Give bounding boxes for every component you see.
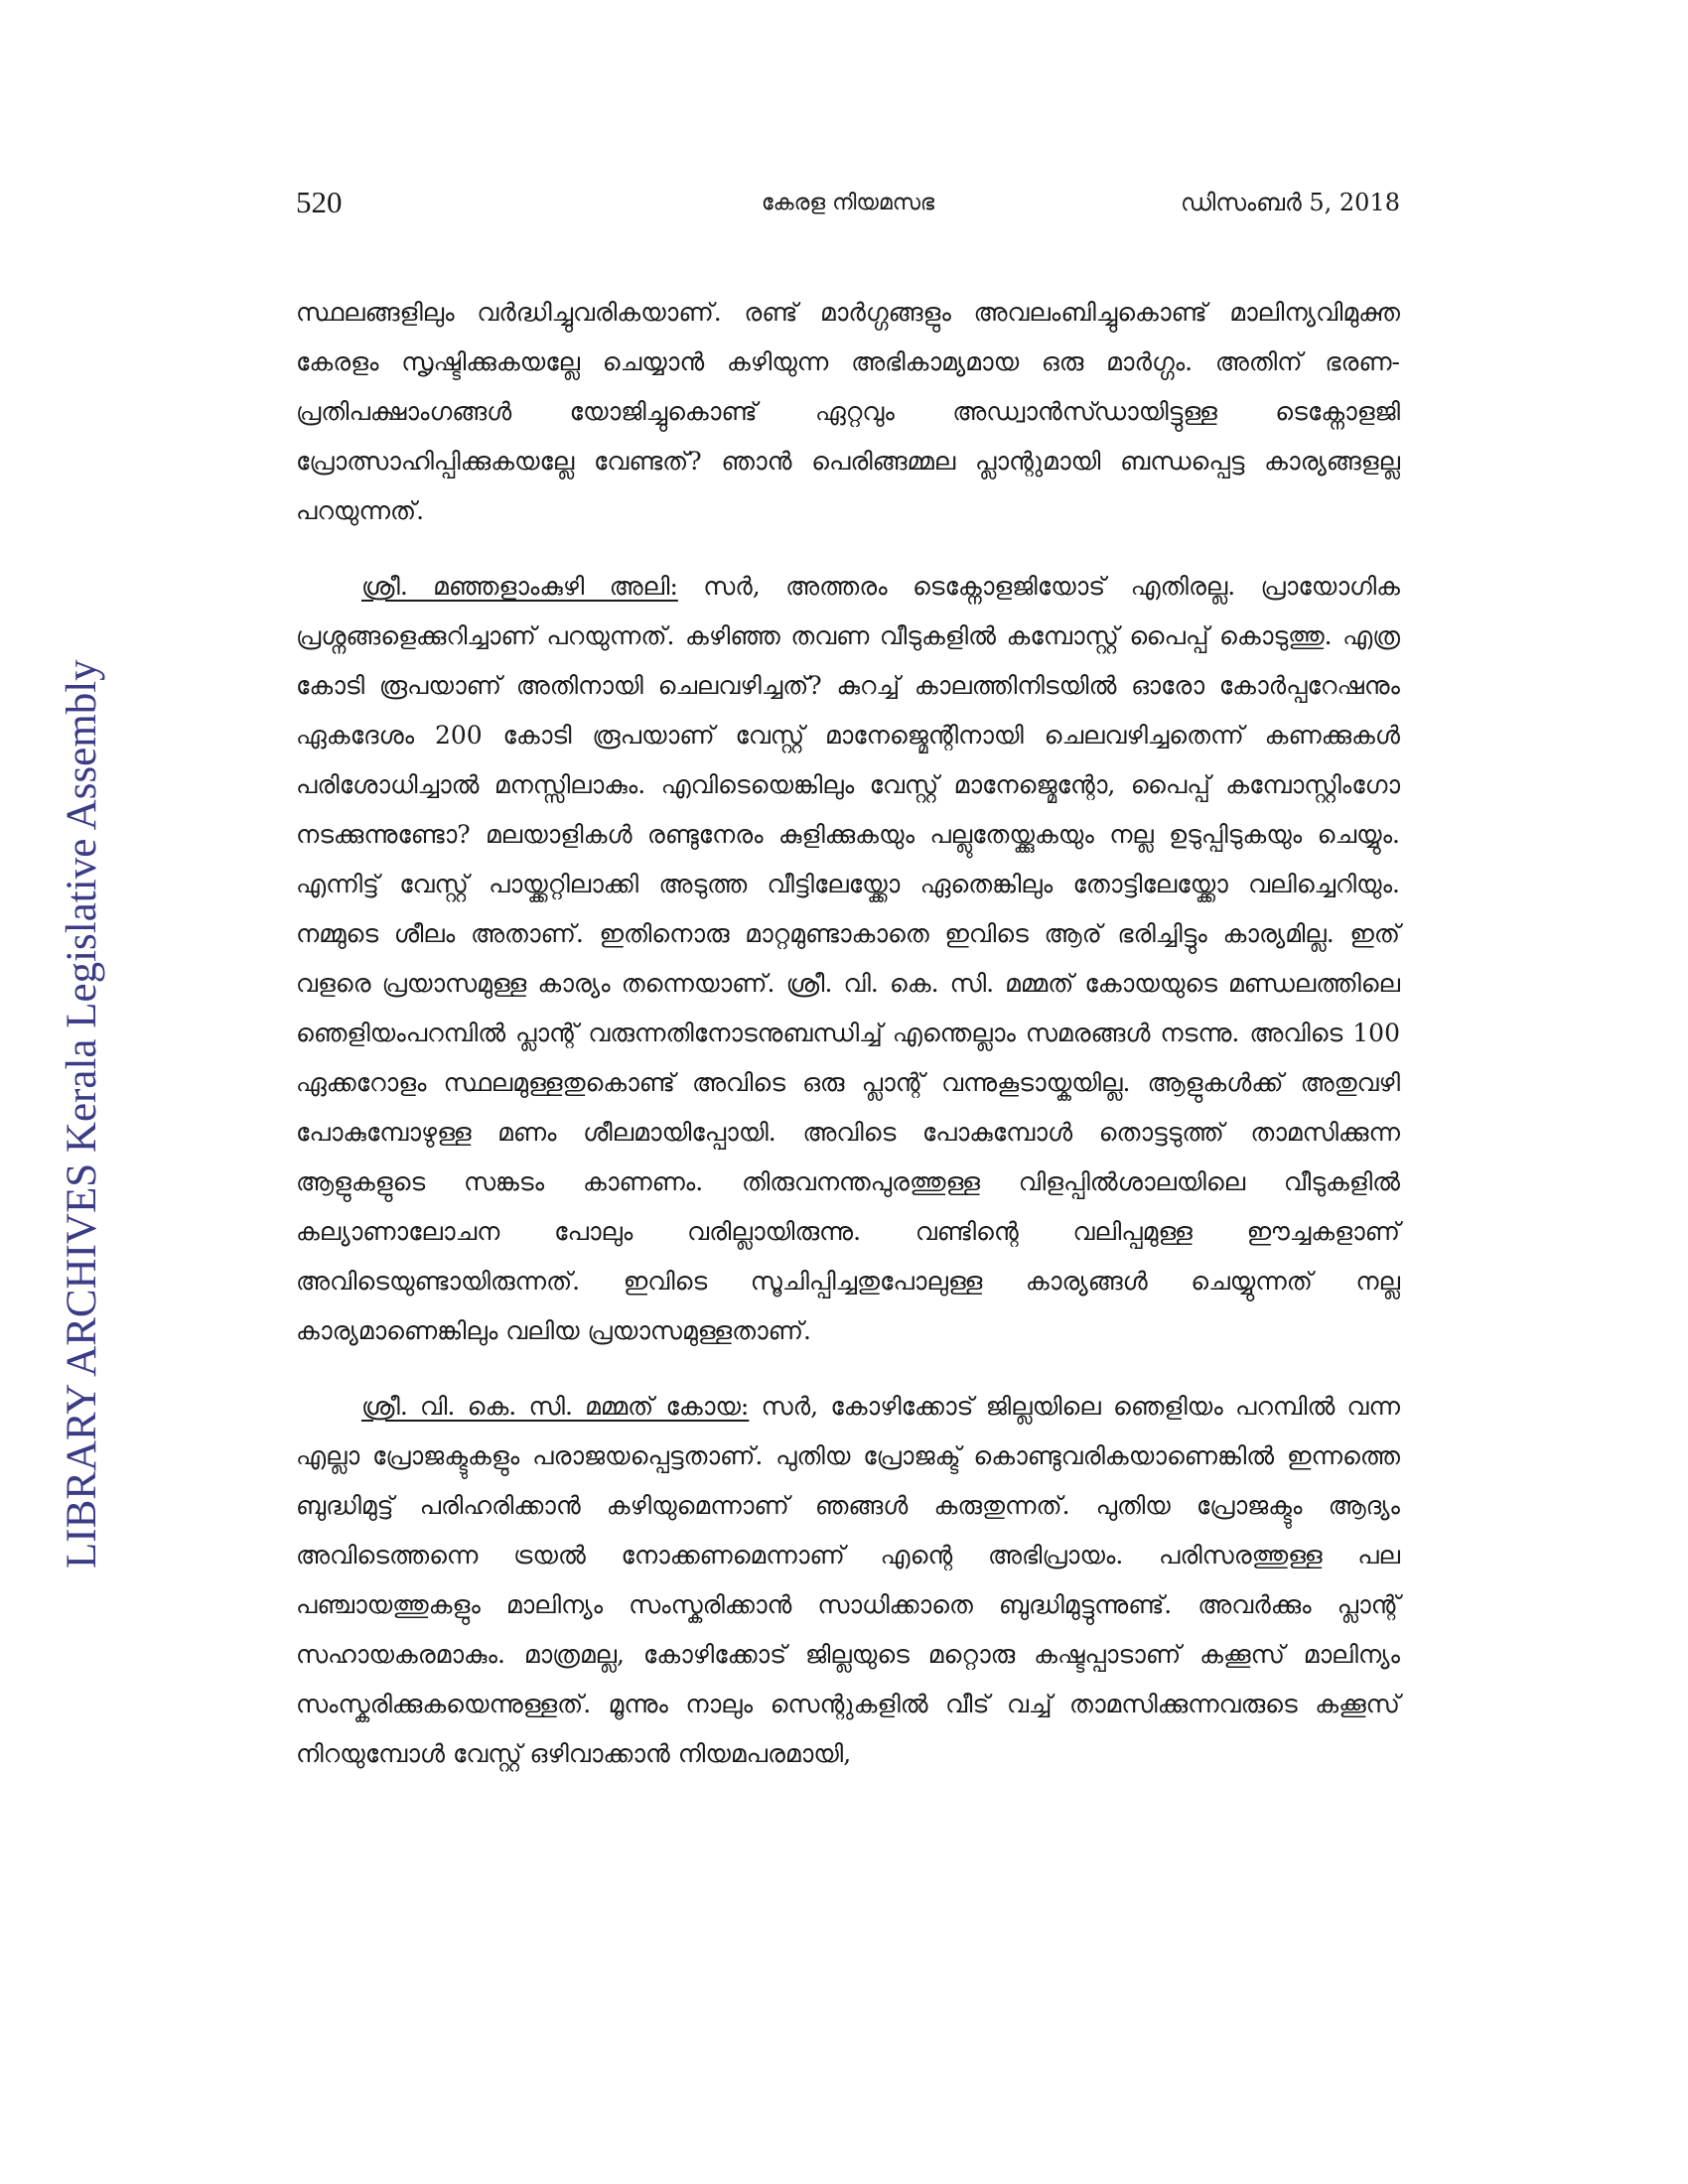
paragraph-continuation [296,288,1400,536]
library-archives-watermark: LIBRARY ARCHIVES Kerala Legislative Assembly [59,659,105,1569]
paragraph-speech [296,1382,1400,1779]
header-date: ഡിസംബർ 5, 2018 [1181,189,1400,216]
page-header [296,185,1400,234]
page-number: 520 [296,185,343,219]
paragraph-text: സ്ഥലങ്ങളിലും വർദ്ധിച്ചുവരികയാണ്. രണ്ട് മാർഗ്ഗങ്ങളും അവലംബിച്ചുകൊണ്ട് മാലിന്യവിമുക്ത കേരളം സൃഷ്ടിക്കുകയല്ലേ ചെയ്യാൻ കഴിയുന്ന അഭികാമ്യമായ ഒരു മാർഗ്ഗം. അതിന് ഭരണ-പ്രതിപക്ഷാംഗങ്ങൾ യോജിച്ചുകൊണ്ട് ഏറ്റവും അഡ്വാൻസ്ഡായിട്ടുള്ള ടെക്നോളജി പ്രോത്സാഹിപ്പിക്കുകയല്ലേ വേണ്ടത്? ഞാൻ പെരിങ്ങമ്മല പ്ലാന്റുമായി ബന്ധപ്പെട്ട കാര്യങ്ങളല്ല പറയുന്നത്. [296,298,1400,525]
paragraph-text: സർ, അത്തരം ടെക്നോളജിയോട് എതിരല്ല. പ്രായോഗിക പ്രശ്നങ്ങളെക്കുറിച്ചാണ് പറയുന്നത്. കഴിഞ്ഞ തവണ വീടുകളിൽ കമ്പോസ്റ്റ് പൈപ്പ് കൊടുത്തു. എത്ര കോടി രൂപയാണ് അതിനായി ചെലവഴിച്ചത്? കുറച്ച് കാലത്തിനിടയിൽ ഓരോ കോർപ്പറേഷനും ഏകദേശം 200 കോടി രൂപയാണ് വേസ്റ്റ് മാനേജ്മെന്റിനായി ചെലവഴിച്ചതെന്ന് കണക്കുകൾ പരിശോധിച്ചാൽ മനസ്സിലാകും. എവിടെയെങ്കിലും വേസ്റ്റ് മാനേജ്മെന്റോ, പൈപ്പ് കമ്പോസ്റ്റിംഗോ നടക്കുന്നുണ്ടോ? മലയാളികൾ രണ്ടുനേരം കുളിക്കുകയും പല്ലുതേയ്ക്കുകയും നല്ല ഉടുപ്പിടുകയും ചെയ്യും. എന്നിട്ട് വേസ്റ്റ് പായ്ക്കറ്റിലാക്കി അടുത്ത വീട്ടിലേയ്ക്കോ ഏതെങ്കിലും തോട്ടിലേയ്ക്കോ വലിച്ചെറിയും. നമ്മുടെ ശീലം അതാണ്. ഇതിനൊരു മാറ്റമുണ്ടാകാതെ ഇവിടെ ആര് ഭരിച്ചിട്ടും കാര്യമില്ല. ഇത് വളരെ പ്രയാസമുള്ള കാര്യം തന്നെയാണ്. ശ്രീ. വി. കെ. സി. മമ്മത് കോയയുടെ മണ്ഡലത്തിലെ ഞെളിയംപറമ്പിൽ പ്ലാന്റ് വരുന്നതിനോടനുബന്ധിച്ച് എന്തെല്ലാം സമരങ്ങൾ നടന്നു. അവിടെ 100 ഏക്കറോളം സ്ഥലമുള്ളതുകൊണ്ട് അവിടെ ഒരു പ്ലാന്റ് വന്നുകൂടായ്കയില്ല. ആളുകൾക്ക് അതുവഴി പോകുമ്പോഴുള്ള മണം ശീലമായിപ്പോയി. അവിടെ പോകുമ്പോൾ തൊട്ടടുത്ത് താമസിക്കുന്ന ആളുകളുടെ സങ്കടം കാണണം. തിരുവനന്തപുരത്തുള്ള വിളപ്പിൽശാലയിലെ വീടുകളിൽ കല്യാണാലോചന പോലും വരില്ലായിരുന്നു. വണ്ടിന്റെ വലിപ്പമുള്ള ഈച്ചകളാണ് അവിടെയുണ്ടായിരുന്നത്. ഇവിടെ സൂചിപ്പിച്ചതുപോലുള്ള കാര്യങ്ങൾ ചെയ്യുന്നത് നല്ല കാര്യമാണെങ്കിലും വലിയ പ്രയാസമുള്ളതാണ്. [296,572,1400,1345]
speaker-name: ശ്രീ. മഞ്ഞളാംകുഴി അലി: [361,572,678,601]
speaker-name: ശ്രീ. വി. കെ. സി. മമ്മത് കോയ: [361,1392,750,1421]
paragraph-text: സർ, കോഴിക്കോട് ജില്ലയിലെ ഞെളിയം പറമ്പിൽ വന്ന എല്ലാ പ്രോജക്ടുകളും പരാജയപ്പെട്ടതാണ്. പുതിയ പ്രോജക്ട് കൊണ്ടുവരികയാണെങ്കിൽ ഇന്നത്തെ ബുദ്ധിമുട്ട് പരിഹരിക്കാൻ കഴിയുമെന്നാണ് ഞങ്ങൾ കരുതുന്നത്. പുതിയ പ്രോജക്ടും ആദ്യം അവിടെത്തന്നെ ട്രയൽ നോക്കണമെന്നാണ് എന്റെ അഭിപ്രായം. പരിസരത്തുള്ള പല പഞ്ചായത്തുകളും മാലിന്യം സംസ്കരിക്കാൻ സാധിക്കാതെ ബുദ്ധിമുട്ടുന്നുണ്ട്. അവർക്കും പ്ലാന്റ് സഹായകരമാകും. മാത്രമല്ല, കോഴിക്കോട് ജില്ലയുടെ മറ്റൊരു കഷ്ടപ്പാടാണ് കക്കൂസ് മാലിന്യം സംസ്കരിക്കുകയെന്നുള്ളത്. മൂന്നും നാലും സെന്റുകളിൽ വീട് വച്ച് താമസിക്കുന്നവരുടെ കക്കൂസ് നിറയുമ്പോൾ വേസ്റ്റ് ഒഴിവാക്കാൻ നിയമപരമായി, [296,1392,1401,1768]
running-title: കേരള നിയമസഭ [761,191,935,215]
paragraph-speech [296,562,1400,1356]
document-body [296,288,1400,1805]
